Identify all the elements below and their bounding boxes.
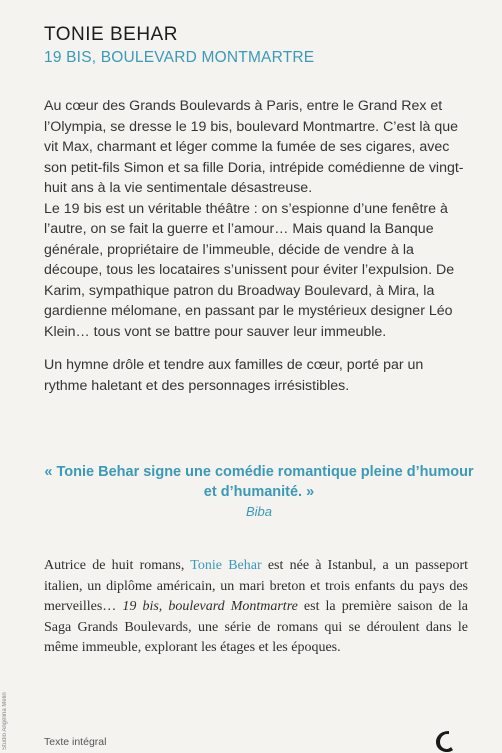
- press-quote: [44, 462, 474, 522]
- bio-text: est née à Istanbul, a un passeport italien, un diplôme américain, un mari breton et trois enfants du pays des merveilles…: [44, 558, 469, 614]
- book-title: 19 BIS, BOULEVARD MONTMARTRE: [44, 49, 315, 66]
- quote-source: Biba: [245, 504, 273, 519]
- bio-text: est la première saison de la Saga Grands Boulevards, une série de romans qui se déroulent dans le même immeuble, explorant les étages et les époques.: [44, 599, 469, 655]
- synopsis-paragraph: Le 19 bis est un véritable théâtre : on s’espionne d’une fenêtre à l’autre, on se fait la guerre et l’amour… Mais quand la Banque générale, propriétaire de l’immeuble, décide de vendre à la découpe, tous les locataires s’unissent pour éviter l’expulsion. De Karim, sympathique patron du Broadway Boulevard, à Mira, la gardienne mélomane, en passant par le mystérieux designer Léo Klein… tous vont se battre pour sauver leur immeuble.: [44, 200, 455, 340]
- author-bio: [44, 556, 468, 659]
- bio-book-title: 19 bis, boulevard Montmartre: [122, 599, 298, 614]
- quote-text: « Tonie Behar signe une comédie romantique pleine d’humour et d’humanité. »: [44, 464, 474, 500]
- synopsis-paragraph: Un hymne drôle et tendre aux familles de cœur, porté par un rythme haletant et des personnages irrésistibles.: [44, 357, 424, 394]
- bio-author-name: Tonie Behar: [190, 558, 262, 573]
- synopsis: [44, 96, 468, 396]
- bio-text: Autrice de huit romans,: [44, 558, 191, 573]
- integral-text-label: Texte intégral: [44, 736, 107, 748]
- photo-credit: Studio Angélina Melin: [2, 692, 8, 750]
- synopsis-paragraph: Au cœur des Grands Boulevards à Paris, entre le Grand Rex et l’Olympia, se dresse le 19 bis, boulevard Montmartre. C’est là que vit Max, charmant et léger comme la fumée de ses cigares, avec son petit-fils Simon et sa fille Doria, intrépide comédienne de vingt-huit ans à la vie sentimentale désastreuse.: [44, 98, 464, 196]
- author-name: TONIE BEHAR: [44, 24, 178, 45]
- publisher-logo-icon: [434, 728, 456, 753]
